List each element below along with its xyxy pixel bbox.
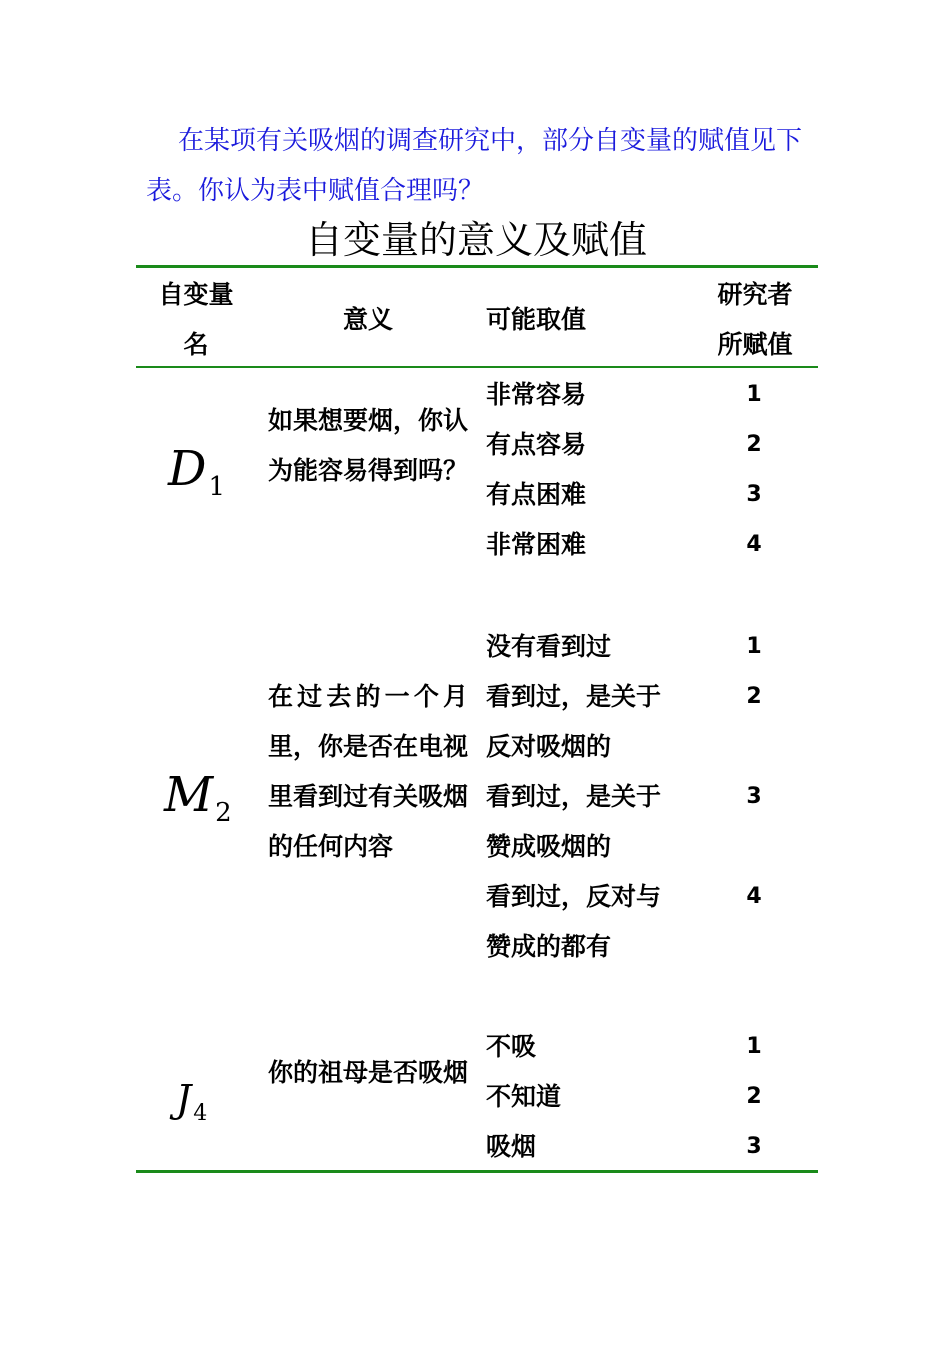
variable-d1 xyxy=(168,441,226,512)
value-item: 反对吸烟的 xyxy=(486,732,612,761)
header-code-line2: 所赋值 xyxy=(717,330,793,359)
code-item: 1 xyxy=(746,1034,762,1059)
variable-m2-letter: M xyxy=(164,767,214,823)
codes-j4 xyxy=(724,1022,784,1172)
codes-d1 xyxy=(724,370,784,570)
codes-m2 xyxy=(724,622,784,972)
code-item xyxy=(724,722,784,772)
code-item: 1 xyxy=(746,382,762,407)
values-d1 xyxy=(486,370,696,570)
header-possible-values: 可能取值 xyxy=(486,305,587,334)
code-item xyxy=(724,822,784,872)
code-item: 3 xyxy=(746,482,762,507)
variable-j4-letter: J xyxy=(176,1077,192,1121)
meaning-m2: 在过去的一个月里，你是否在电视里看到过有关吸烟的任何内容 xyxy=(268,682,469,861)
header-variable-line2: 名 xyxy=(183,330,209,359)
table-top-rule xyxy=(136,265,818,268)
value-item: 赞成吸烟的 xyxy=(486,832,612,861)
variable-d1-letter: D xyxy=(168,441,207,497)
code-item: 4 xyxy=(746,884,762,909)
table-title: 自变量的意义及赋值 xyxy=(304,218,647,262)
value-item: 不吸 xyxy=(486,1032,537,1061)
meaning-d1: 如果想要烟，你认为能容易得到吗？ xyxy=(268,406,469,485)
value-item: 不知道 xyxy=(486,1082,562,1111)
code-item xyxy=(724,922,784,972)
value-item: 有点困难 xyxy=(486,480,587,509)
value-item: 看到过，是关于 xyxy=(486,782,662,811)
code-item: 3 xyxy=(746,1134,762,1159)
value-item: 赞成的都有 xyxy=(486,932,612,961)
values-m2 xyxy=(486,622,696,972)
header-variable-line1: 自变量 xyxy=(158,280,234,309)
variable-j4 xyxy=(176,1074,207,1139)
code-item: 4 xyxy=(746,532,762,557)
code-item: 2 xyxy=(746,1084,762,1109)
code-item: 2 xyxy=(746,684,762,709)
value-item: 看到过，反对与 xyxy=(486,882,662,911)
value-item: 非常容易 xyxy=(486,380,587,409)
table-bottom-rule xyxy=(136,1170,818,1173)
variable-m2-subscript: 2 xyxy=(215,798,232,828)
table-header-rule xyxy=(136,366,818,368)
value-item: 有点容易 xyxy=(486,430,587,459)
intro-paragraph: 在某项有关吸烟的调查研究中，部分自变量的赋值见下表。你认为表中赋值合理吗？ xyxy=(146,126,803,206)
value-item: 吸烟 xyxy=(486,1132,537,1161)
meaning-j4: 你的祖母是否吸烟 xyxy=(268,1058,469,1087)
header-code-line1: 研究者 xyxy=(717,280,793,309)
code-item: 3 xyxy=(746,784,762,809)
header-assigned-code xyxy=(700,270,810,370)
header-variable-name xyxy=(146,270,246,370)
code-item: 1 xyxy=(746,634,762,659)
value-item: 没有看到过 xyxy=(486,632,612,661)
value-item: 看到过，是关于 xyxy=(486,682,662,711)
code-item: 2 xyxy=(746,432,762,457)
values-j4 xyxy=(486,1022,696,1172)
value-item: 非常困难 xyxy=(486,530,587,559)
variable-m2 xyxy=(164,767,232,838)
variable-j4-subscript: 4 xyxy=(193,1101,208,1126)
header-meaning: 意义 xyxy=(342,305,393,334)
variable-d1-subscript: 1 xyxy=(208,472,226,502)
